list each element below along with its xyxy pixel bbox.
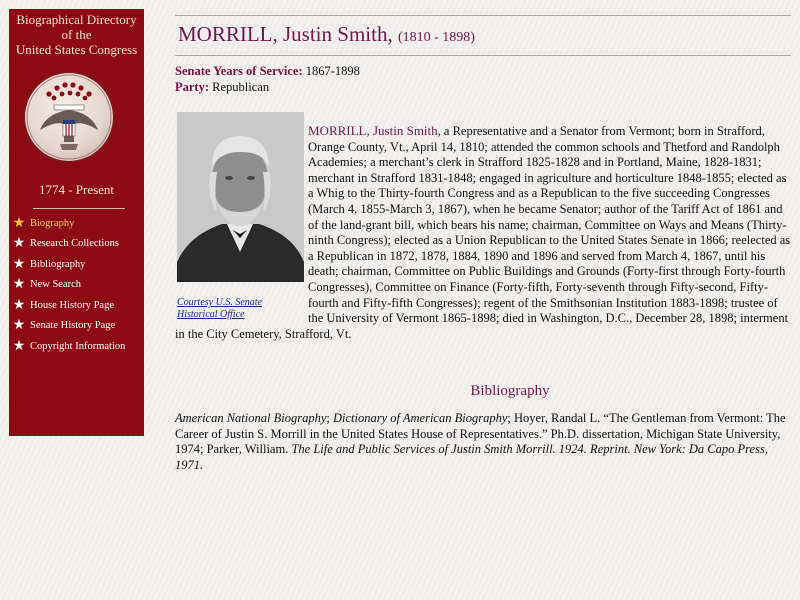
star-icon: ★	[12, 215, 26, 231]
biography-body: , a Representative and a Senator from Vermont; born in Strafford, Orange County, Vt., April 14, 1810; attended the common schools and Thetford and Randolph Academies; a merchant’s clerk in Strafford 1825-1828 and in Portland, Maine, 1828-1831; merchant in Strafford 1831-1848; engaged in agriculture and horticulture 1848-1855; elected as a Whig to the Thirty-fourth Congress and as a Republican to the five succeeding Congresses (March 4, 1855-March 3, 1867), when he became Senator; author of the Tariff Act of 1861 and of the land-grant bill, which bears his name; chairman, Committee on Ways and Means (Thirty-ninth Congress); elected as a Union Republican to the United States Senate in 1866; reelected as a Republican in 1872, 1878, 1884, 1890 and 1896 and served from March 4, 1867, until his death; chairman, Committee on Public Buildings and Grounds (Forty-first through Forty-fourth Congresses), Committee on Finance (Forty-fifth, Forty-seventh through Fifty-second, Fifty-fourth and Fifty-fifth Congresses); regent of the Smithsonian Institution 1883-1898; trustee of the University of Vermont 1865-1898; died in Washington, D.C., December 28, 1898; interment in the City Cemetery, Strafford, Vt.	[175, 124, 791, 341]
service-years-label: Senate Years of Service:	[175, 64, 303, 78]
member-life-dates: (1810 - 1898)	[397, 30, 475, 45]
sidebar-item-biography[interactable]	[11, 213, 144, 234]
main-content	[175, 0, 791, 600]
sidebar-item-copyright[interactable]	[11, 336, 144, 357]
service-years-value: 1867-1898	[305, 64, 360, 78]
sidebar-item-label: House History Page	[30, 299, 114, 311]
bib-ref-dab: Dictionary of American Biography	[332, 411, 508, 425]
star-icon: ★	[12, 256, 26, 272]
member-portrait-photo	[177, 112, 304, 282]
member-name-heading	[178, 22, 475, 47]
star-icon: ★	[12, 318, 26, 334]
star-icon: ★	[12, 277, 26, 293]
party-label: Party:	[175, 80, 210, 94]
top-divider	[175, 15, 791, 16]
service-years-row	[175, 64, 360, 79]
star-icon: ★	[12, 338, 26, 354]
sidebar-item-house-history[interactable]	[11, 295, 144, 316]
sidebar-item-research-collections[interactable]	[11, 234, 144, 255]
bibliography-heading: Bibliography	[470, 383, 550, 399]
directory-title-line-2: of the	[61, 27, 92, 42]
congress-seal-logo	[24, 72, 114, 162]
heading-divider	[175, 55, 791, 56]
sidebar-item-label: Copyright Information	[30, 340, 126, 352]
party-row	[175, 80, 269, 95]
star-icon: ★	[12, 297, 26, 313]
directory-title-line-3: United States Congress	[15, 42, 138, 57]
bib-ref-parker: The Life and Public Services of Justin Smith Morrill. 1924. Reprint. New York: Da Capo Press, 1971.	[175, 442, 768, 472]
directory-title-line-1: Biographical Directory	[16, 12, 137, 27]
directory-title[interactable]	[9, 12, 144, 57]
sidebar-nav	[11, 213, 144, 357]
sidebar-item-new-search[interactable]	[11, 275, 144, 296]
member-name: MORRILL, Justin Smith,	[178, 22, 393, 46]
photo-credit-link[interactable]: Courtesy U.S. Senate Historical Office	[177, 297, 262, 320]
directory-years: 1774 - Present	[38, 182, 115, 197]
biography-name: MORRILL, Justin Smith	[308, 123, 438, 138]
sidebar-item-label: Bibliography	[30, 258, 86, 270]
sidebar-item-label: New Search	[30, 279, 82, 291]
sidebar-item-label: Biography	[30, 217, 75, 229]
sidebar-item-senate-history[interactable]	[11, 316, 144, 337]
bib-ref-hoyer: ; Hoyer, Randal L. “The Gentleman from Vermont: The Career of Justin S. Morrill in the United States House of Representatives.” Ph.D. dissertation, Michigan State University, 1974; Parker, William.	[175, 411, 786, 457]
star-icon: ★	[12, 236, 26, 252]
sidebar-item-label: Research Collections	[30, 238, 119, 250]
bib-ref-anb: American National Biography	[175, 411, 327, 425]
party-value: Republican	[212, 80, 270, 94]
sidebar	[9, 9, 144, 436]
sidebar-item-bibliography[interactable]	[11, 254, 144, 275]
bib-separator: ;	[326, 411, 333, 425]
bibliography-text	[175, 411, 791, 473]
sidebar-divider	[33, 208, 125, 209]
sidebar-item-label: Senate History Page	[30, 320, 116, 332]
